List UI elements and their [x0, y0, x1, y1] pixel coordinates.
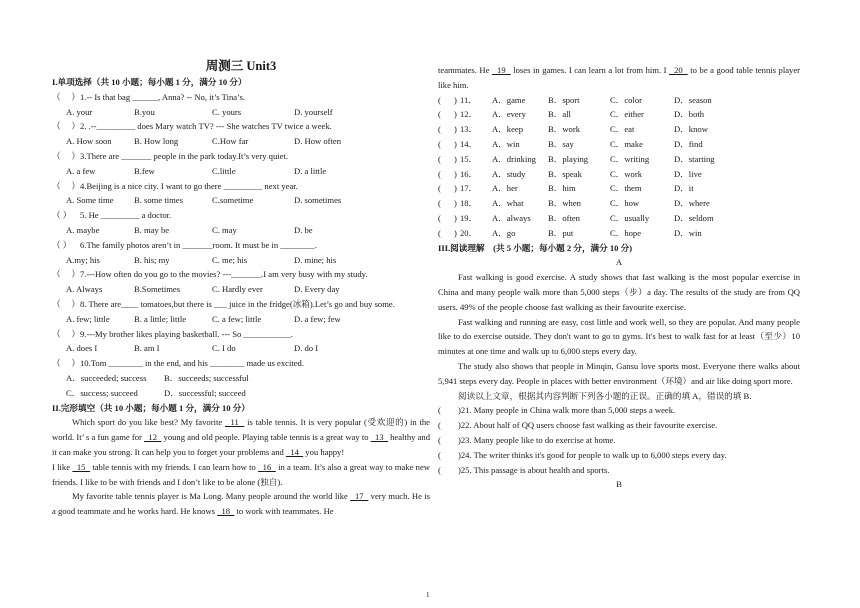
- mc-question-10: [52, 356, 430, 371]
- mc-question-2: [52, 119, 430, 134]
- answer-bracket[interactable]: （ ）: [52, 298, 80, 309]
- option-C: C．how: [610, 198, 640, 209]
- option-B: B. How long: [134, 136, 179, 147]
- question-stem: 2. .--_________ does Mary watch TV? --- She watches TV twice a week.: [80, 121, 332, 132]
- true-false-questions: [438, 403, 800, 477]
- option-D: D. do I: [294, 343, 319, 354]
- option-C: C．color: [610, 94, 642, 105]
- choice-number: 19．: [460, 212, 478, 223]
- option-row: [52, 134, 430, 149]
- option-D: D．starting: [674, 153, 715, 164]
- option-A: A．study: [492, 168, 526, 179]
- option-row: [52, 282, 430, 297]
- answer-bracket[interactable]: (: [438, 405, 441, 416]
- option-B: B．work: [548, 124, 580, 135]
- option-D: D. Every day: [294, 284, 340, 295]
- option-A: A．her: [492, 183, 518, 194]
- cloze-choice-13: [438, 122, 800, 137]
- option-B: B. am I: [134, 343, 160, 354]
- choice-number: 11．: [460, 94, 477, 105]
- option-C: C.How far: [212, 136, 249, 147]
- option-C: C．either: [610, 109, 644, 120]
- blank-12: 12: [144, 432, 162, 443]
- cloze-choice-17: [438, 181, 800, 196]
- passage-a-paragraph-3: The study also shows that people in Minqin, Gansu love sports most. Everyone there walks about 5,941 steps every day. People in places with better environment（环境）and air like doing sport more.: [438, 360, 800, 386]
- passage-a-paragraph-2: Fast walking and running are easy, cost little and work well, so they are popular. And many people like to do exercise outside. They don't want to go to gyms. It's best to walk fast for at least（至少）10 minutes at one time and walk up to 6,000 steps every day.: [438, 316, 800, 357]
- cloze-paragraph-3: My favorite table tennis player is Ma Long. Many people around the world like 17 very much. He is a good teammate and he works hard. He knows 18 to work with teammates. He: [52, 491, 431, 517]
- option-B: B．playing: [548, 153, 589, 164]
- option-A: A．every: [492, 109, 526, 120]
- option-C: C.little: [212, 165, 236, 176]
- answer-bracket[interactable]: (: [438, 449, 441, 460]
- option-B: B．when: [548, 198, 581, 209]
- passage-a-label: A: [615, 257, 623, 268]
- option-D: D．seldom: [674, 212, 714, 223]
- mc-question-3: [52, 149, 430, 164]
- option-C: C．eat: [610, 124, 635, 135]
- option-A: A．drinking: [492, 153, 536, 164]
- cloze-choice-15: [438, 152, 800, 167]
- tf-statement: )23. Many people like to do exercise at home.: [458, 434, 616, 445]
- question-stem: 8. There are____ tomatoes,but there is ___ juice in the fridge(冰箱).Let’s go and buy some.: [80, 298, 395, 309]
- option-A: A. Always: [66, 284, 103, 295]
- mc-question-7: [52, 267, 430, 282]
- passage-a-paragraph-1: Fast walking is good exercise. A study shows that fast walking is the most popular exercise in China and many people walk more than 5,000 steps（步）a day. The results of the study are from QQ users. 49% of the people choose fast walking as their favourite exercise.: [438, 272, 800, 312]
- section3-header: III.阅读理解 (共 5 小题；每小题 2 分，满分 10 分): [438, 242, 633, 253]
- option-B: B.Sometimes: [134, 284, 181, 295]
- option-row: [52, 164, 430, 179]
- tf-statement: )22. About half of QQ users choose fast walking as their favourite exercise.: [458, 420, 718, 431]
- answer-bracket[interactable]: （ ）: [52, 91, 80, 102]
- bracket-close: ): [454, 124, 457, 135]
- answer-bracket[interactable]: (: [438, 434, 441, 445]
- tf-question-21: [438, 403, 800, 418]
- option-D: D．live: [674, 168, 702, 179]
- option-D: D．where: [674, 198, 710, 209]
- question-stem: 5. He _________ a doctor.: [80, 210, 172, 221]
- option-C: C．them: [610, 183, 642, 194]
- answer-bracket[interactable]: (: [438, 124, 441, 135]
- option-D: D. a few; few: [294, 313, 341, 324]
- option-D: D．win: [674, 227, 702, 238]
- option-A: A. few; little: [66, 313, 110, 324]
- question-stem: 1.-- Is that bag ______, Anna? -- No, it’s Tina’s.: [80, 91, 245, 102]
- tf-question-24: [438, 448, 800, 463]
- cloze-choice-12: [438, 107, 800, 122]
- option-C: C.sometime: [212, 195, 254, 206]
- question-stem: 9.---My brother likes playing basketball. --- So ___________.: [80, 328, 293, 339]
- option-row: [52, 193, 430, 208]
- option-C: C. Hardly ever: [212, 284, 263, 295]
- option-C: C. may: [212, 224, 237, 235]
- option-B: B. may be: [134, 224, 170, 235]
- page-title: 周测三 Unit3: [205, 59, 277, 73]
- bracket-close: ): [454, 153, 457, 164]
- mc-question-6: [52, 238, 430, 253]
- mc-question-8: [52, 297, 430, 312]
- option-A: A.my; his: [66, 254, 100, 265]
- bracket-close: ): [454, 198, 457, 209]
- tf-statement: )21. Many people in China walk more than 5,000 steps a week.: [458, 405, 676, 416]
- option-B: B. some times: [134, 195, 183, 206]
- bracket-close: ): [454, 183, 457, 194]
- option-row: [52, 371, 430, 386]
- tf-statement: )24. The writer thinks it's good for people to walk up to 6,000 steps every day.: [458, 449, 727, 460]
- option-A: A. a few: [66, 165, 96, 176]
- bracket-close: ): [454, 109, 457, 120]
- option-A: A．succeeded; success: [66, 372, 147, 383]
- cloze-paragraph-3-continued: teammates. He 19 loses in games. I can learn a lot from him. I 20 to be a good table tennis player like him.: [438, 65, 800, 90]
- option-A: A．keep: [492, 124, 524, 135]
- option-C: C．success; succeed: [66, 387, 138, 398]
- option-A: A. How soon: [66, 136, 112, 147]
- cloze-choices: [438, 93, 800, 241]
- option-row: [52, 386, 430, 401]
- blank-15: 15: [72, 461, 91, 472]
- option-D: D．successful; succeed: [164, 387, 246, 398]
- cloze-choice-14: [438, 137, 800, 152]
- option-row: [52, 223, 430, 238]
- option-A: A．win: [492, 138, 520, 149]
- option-B: B.you: [134, 106, 155, 117]
- option-C: C．work: [610, 168, 642, 179]
- option-row: [52, 341, 430, 356]
- choice-number: 20．: [460, 227, 478, 238]
- option-A: A. does I: [66, 343, 98, 354]
- mc-question-9: [52, 327, 430, 342]
- answer-bracket[interactable]: (: [438, 109, 441, 120]
- bracket-close: ): [454, 138, 457, 149]
- option-A: A．what: [492, 198, 524, 209]
- section1-questions: [52, 90, 430, 401]
- answer-bracket[interactable]: (: [438, 94, 441, 105]
- left-column: [52, 58, 430, 519]
- mc-question-5: [52, 208, 430, 223]
- option-D: D．find: [674, 138, 703, 149]
- option-A: A．always: [492, 212, 531, 223]
- answer-bracket[interactable]: (: [438, 183, 441, 194]
- mc-question-4: [52, 179, 430, 194]
- answer-bracket[interactable]: (: [438, 138, 441, 149]
- right-column: [438, 63, 800, 492]
- question-stem: 6.The family photos aren’t in _______room. It must be in ________.: [80, 239, 317, 250]
- option-B: B．sport: [548, 94, 580, 105]
- option-row: [52, 312, 430, 327]
- option-A: A. Some time: [66, 195, 114, 206]
- option-D: D. be: [294, 224, 313, 235]
- option-B: B．all: [548, 109, 571, 120]
- choice-number: 18．: [460, 198, 478, 209]
- option-B: B.few: [134, 165, 155, 176]
- option-row: [52, 105, 430, 120]
- blank-11: 11: [224, 417, 245, 428]
- bracket-close: ): [454, 227, 457, 238]
- true-false-instruction: 阅读以上文章，根据其内容判断下列各小题的正误。正确的填 A，错误的填 B.: [458, 390, 752, 401]
- blank-13: 13: [370, 432, 388, 443]
- answer-bracket[interactable]: (: [438, 227, 441, 238]
- option-C: C. me; his: [212, 254, 248, 265]
- option-D: D. sometimes: [294, 195, 342, 206]
- cloze-paragraph-2: I like 15 table tennis with my friends. I can learn how to 16 in a team. It’s also a great way to make new friends. I like to be with friends and I don’t like to be alone (独自).: [52, 461, 430, 487]
- option-A: A. maybe: [66, 224, 100, 235]
- option-C: C. I do: [212, 343, 236, 354]
- cloze-choice-20: [438, 226, 800, 241]
- option-B: B．say: [548, 138, 574, 149]
- answer-bracket[interactable]: (: [438, 168, 441, 179]
- choice-number: 17．: [460, 183, 478, 194]
- answer-bracket[interactable]: (: [438, 464, 441, 475]
- cloze-choice-19: [438, 211, 800, 226]
- option-B: B. a little; little: [134, 313, 187, 324]
- option-B: B．succeeds; successful: [164, 372, 249, 383]
- choice-number: 16．: [460, 168, 478, 179]
- option-B: B. his; my: [134, 254, 170, 265]
- option-D: D．know: [674, 124, 708, 135]
- answer-bracket[interactable]: (: [438, 212, 441, 223]
- section2-header: II.完形填空（共 10 小题；每小题 1 分，满分 10 分）: [52, 402, 250, 413]
- blank-17: 17: [350, 491, 369, 502]
- question-stem: 4.Beijing is a nice city. I want to go there _________ next year.: [80, 180, 298, 191]
- bracket-close: ): [454, 212, 457, 223]
- option-C: C．usually: [610, 212, 650, 223]
- option-C: C. a few; little: [212, 313, 262, 324]
- question-stem: 10.Tom ________ in the end, and his ________ made us excited.: [80, 358, 304, 369]
- page-number: 1: [426, 591, 430, 599]
- option-C: C．make: [610, 138, 643, 149]
- option-D: D. a little: [294, 165, 327, 176]
- question-stem: 3.There are _______ people in the park today.It’s very quiet.: [80, 150, 289, 161]
- choice-number: 13．: [460, 124, 478, 135]
- option-D: D．season: [674, 94, 712, 105]
- bracket-close: ): [454, 168, 457, 179]
- blank-16: 16: [258, 461, 276, 472]
- blank-19: 19: [491, 65, 511, 75]
- answer-bracket[interactable]: （ ）: [52, 328, 80, 339]
- tf-question-25: [438, 463, 800, 478]
- passage-b-label: B: [616, 479, 622, 490]
- cloze-paragraph-1: Which sport do you like best? My favorite 11 is table tennis. It is very popular (受欢迎的) in the world. It’ s a fun game for 12 young and old people. Playing table tennis is a great way to 13 healthy and it can make you strong. It can help you to forget your problems and 14 you happy!: [52, 417, 430, 457]
- answer-bracket[interactable]: （ ）: [52, 210, 72, 221]
- choice-number: 15．: [460, 153, 478, 164]
- option-C: C．writing: [610, 153, 650, 164]
- option-D: D. How often: [294, 136, 342, 147]
- option-row: [52, 253, 430, 268]
- tf-question-23: [438, 433, 800, 448]
- option-D: D. yourself: [294, 106, 333, 117]
- option-C: C. yours: [212, 106, 242, 117]
- answer-bracket[interactable]: （ ）: [52, 358, 80, 369]
- option-A: A．game: [492, 94, 526, 105]
- option-B: B．often: [548, 212, 580, 223]
- option-A: A. your: [66, 106, 93, 117]
- answer-bracket[interactable]: （ ）: [52, 180, 80, 191]
- answer-bracket[interactable]: （ ）: [52, 121, 80, 132]
- cloze-choice-18: [438, 196, 800, 211]
- answer-bracket[interactable]: (: [438, 420, 441, 431]
- option-D: D．it: [674, 183, 694, 194]
- mc-question-1: [52, 90, 430, 105]
- answer-bracket[interactable]: （ ）: [52, 150, 80, 161]
- blank-14: 14: [285, 446, 304, 457]
- tf-statement: )25. This passage is about health and sports.: [458, 464, 610, 475]
- question-stem: 7.---How often do you go to the movies? ---_______.I am very busy with my study.: [80, 269, 368, 280]
- option-B: B．him: [548, 183, 576, 194]
- choice-number: 14．: [460, 138, 478, 149]
- answer-bracket[interactable]: （ ）: [52, 269, 80, 280]
- bracket-close: ): [454, 94, 457, 105]
- blank-18: 18: [217, 506, 235, 517]
- choice-number: 12．: [460, 109, 478, 120]
- section1-header: I.单项选择（共 10 小题；每小题 1 分，满分 10 分）: [52, 77, 247, 87]
- answer-bracket[interactable]: (: [438, 153, 441, 164]
- option-A: A．go: [492, 227, 516, 238]
- answer-bracket[interactable]: （ ）: [52, 239, 72, 250]
- option-C: C．hope: [610, 227, 642, 238]
- option-D: D．both: [674, 109, 705, 120]
- cloze-choice-11: [438, 93, 800, 108]
- cloze-choice-16: [438, 167, 800, 182]
- option-B: B．put: [548, 227, 574, 238]
- answer-bracket[interactable]: (: [438, 198, 441, 209]
- option-B: B．speak: [548, 168, 582, 179]
- option-D: D. mine; his: [294, 254, 337, 265]
- blank-20: 20: [669, 65, 688, 75]
- tf-question-22: [438, 418, 800, 433]
